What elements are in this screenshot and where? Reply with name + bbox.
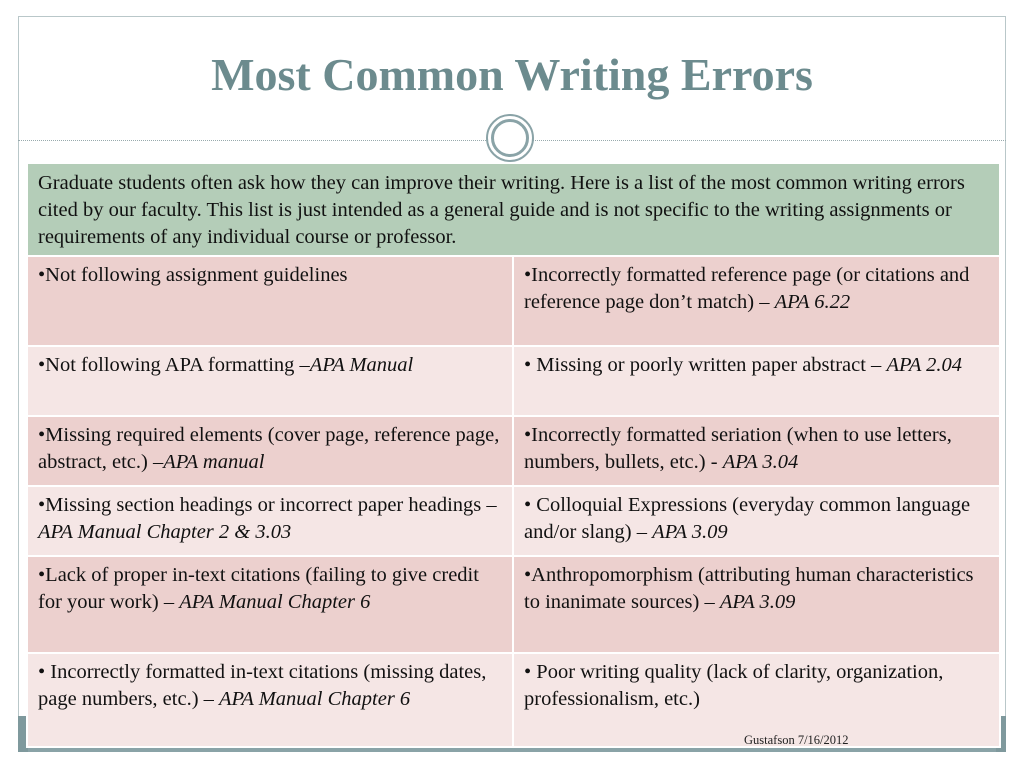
apa-reference: APA 2.04 <box>886 354 962 376</box>
table-cell <box>27 653 513 747</box>
table-row <box>27 346 1000 416</box>
table-row <box>27 256 1000 346</box>
table-cell <box>513 416 1000 486</box>
divider-ornament-inner <box>491 119 529 157</box>
table-cell <box>27 256 513 346</box>
errors-table <box>26 162 1001 748</box>
apa-reference: APA 3.09 <box>719 591 796 613</box>
table-cell <box>513 556 1000 653</box>
apa-reference: APA Manual Chapter 6 <box>179 591 371 613</box>
error-text: •Not following assignment guidelines <box>38 264 348 286</box>
error-text: •Missing required elements (cover page, reference page, abstract, etc.) – <box>38 424 500 473</box>
table-cell <box>513 486 1000 556</box>
apa-reference: APA 3.09 <box>652 521 728 543</box>
table-cell <box>513 346 1000 416</box>
apa-reference: APA Manual <box>309 354 414 376</box>
apa-reference: APA Manual Chapter 2 & 3.03 <box>38 521 292 543</box>
error-text: • Missing or poorly written paper abstract – <box>524 354 887 376</box>
table-row <box>27 486 1000 556</box>
error-text: •Anthropomorphism (attributing human characteristics to inanimate sources) – <box>524 564 974 613</box>
slide-title: Most Common Writing Errors <box>211 49 813 100</box>
table-cell <box>27 486 513 556</box>
table-row <box>27 653 1000 747</box>
table-cell <box>513 256 1000 346</box>
table-row <box>27 556 1000 653</box>
error-text: •Not following APA formatting – <box>38 354 310 376</box>
intro-row <box>27 163 1000 256</box>
error-text: •Missing section headings or incorrect paper headings – <box>38 494 497 516</box>
footer-credit: Gustafson 7/16/2012 <box>744 733 849 747</box>
table-cell <box>27 416 513 486</box>
error-text: •Incorrectly formatted reference page (or citations and reference page don’t match) – <box>524 264 970 313</box>
table-cell <box>27 346 513 416</box>
intro-text: Graduate students often ask how they can improve their writing. Here is a list of the most common writing errors cited by our faculty. This list is just intended as a general guide and is not specific to the writing assignments or requirements of any individual course or professor. <box>27 163 1000 256</box>
apa-reference: APA manual <box>163 451 265 473</box>
error-text: • Poor writing quality (lack of clarity, organization, professionalism, etc.) <box>524 661 944 710</box>
table-row <box>27 416 1000 486</box>
apa-reference: APA 3.04 <box>722 451 799 473</box>
error-text: • Colloquial Expressions (everyday common language and/or slang) – <box>524 494 971 543</box>
error-text: •Incorrectly formatted seriation (when to use letters, numbers, bullets, etc.) - <box>524 424 952 473</box>
table-cell <box>27 556 513 653</box>
apa-reference: APA 6.22 <box>774 291 851 313</box>
apa-reference: APA Manual Chapter 6 <box>219 688 411 710</box>
error-text: • Incorrectly formatted in-text citations (missing dates, page numbers, etc.) – <box>38 661 487 710</box>
error-text: •Lack of proper in-text citations (failing to give credit for your work) – <box>38 564 479 613</box>
